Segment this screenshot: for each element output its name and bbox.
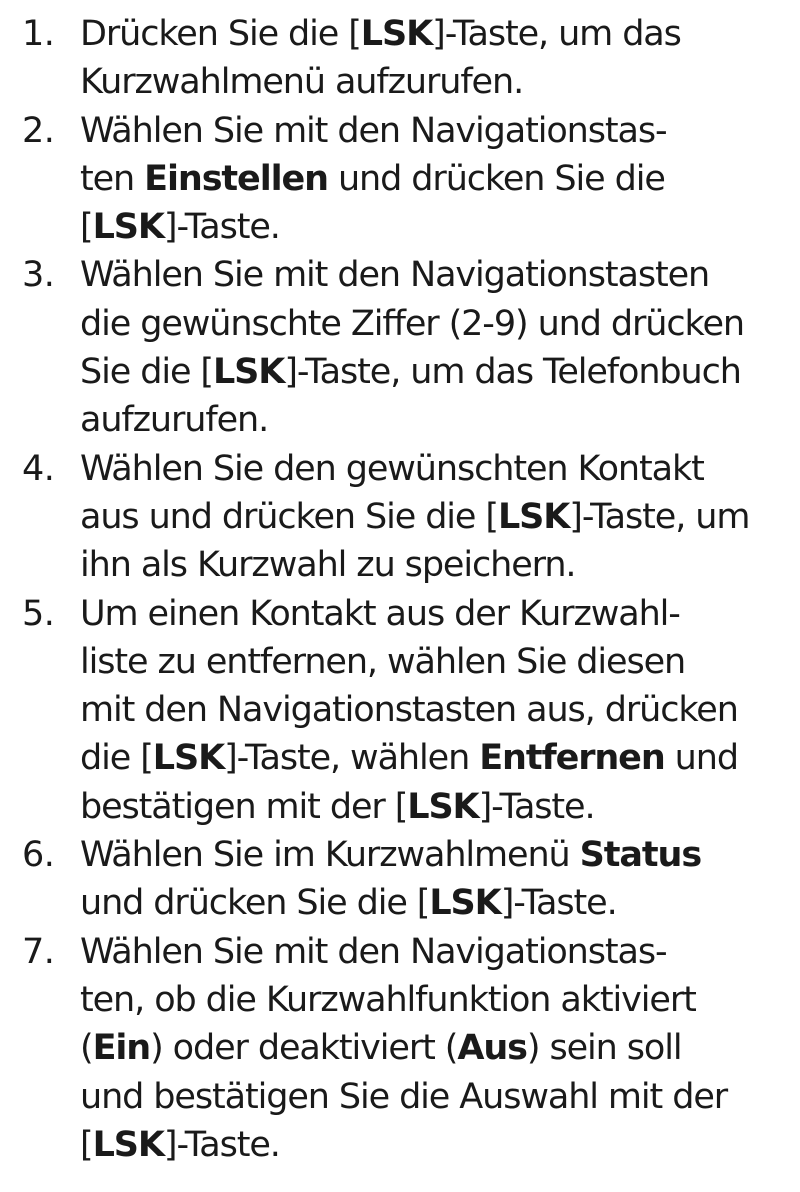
text-segment: die gewünschte Ziffer (2-9) und drücken xyxy=(80,303,744,344)
step-text-line xyxy=(80,251,792,299)
step-text-line xyxy=(80,203,792,251)
text-segment: ]-Taste, um xyxy=(569,496,750,537)
instruction-steps-list xyxy=(22,10,792,1169)
step-text-line xyxy=(80,107,792,155)
text-segment: Wählen Sie den gewünschten Kontakt xyxy=(80,448,704,489)
text-segment: ]-Taste. xyxy=(163,207,280,248)
text-segment: ]-Taste, wählen xyxy=(224,738,480,779)
step-text-line xyxy=(80,686,792,734)
step-number: 3. xyxy=(22,255,55,296)
text-segment: Sie die [ xyxy=(80,352,213,393)
text-segment: ) sein soll xyxy=(526,1028,682,1069)
text-segment: ]-Taste. xyxy=(500,883,617,924)
text-segment: Drücken Sie die [ xyxy=(80,14,361,54)
text-segment: Kurzwahlmenü aufzurufen. xyxy=(80,62,524,103)
instruction-step xyxy=(22,831,792,928)
text-segment: ) oder deaktiviert ( xyxy=(150,1028,458,1069)
bold-term: Einstellen xyxy=(144,158,328,199)
text-segment: ]-Taste. xyxy=(478,786,595,827)
step-text-line xyxy=(80,783,792,831)
bold-term: LSK xyxy=(360,14,433,54)
step-text-line xyxy=(80,493,792,541)
step-number: 1. xyxy=(22,14,55,54)
instruction-step xyxy=(22,928,792,1169)
bold-term: Entfernen xyxy=(479,738,665,779)
text-segment: und xyxy=(664,738,738,779)
text-segment: Um einen Kontakt aus der Kurzwahl- xyxy=(80,593,680,634)
step-number: 6. xyxy=(22,835,55,876)
text-segment: Wählen Sie mit den Navigationstasten xyxy=(80,255,710,296)
text-segment: ( xyxy=(80,1028,93,1069)
bold-term: LSK xyxy=(152,738,225,779)
step-number: 2. xyxy=(22,110,55,151)
instruction-step xyxy=(22,107,792,252)
step-text-line xyxy=(80,300,792,348)
step-number: 4. xyxy=(22,448,55,489)
step-text-line xyxy=(80,976,792,1024)
text-segment: [ xyxy=(80,207,93,248)
step-text-line xyxy=(80,541,792,589)
bold-term: LSK xyxy=(92,207,164,248)
step-text-line xyxy=(80,638,792,686)
text-segment: ten xyxy=(80,158,145,199)
text-segment: Wählen Sie im Kurzwahlmenü xyxy=(80,835,580,876)
step-text-line xyxy=(80,1024,792,1072)
step-text-line xyxy=(80,1121,792,1169)
text-segment: ihn als Kurzwahl zu speichern. xyxy=(80,545,576,586)
bold-term: Ein xyxy=(92,1028,151,1069)
bold-term: LSK xyxy=(407,786,479,827)
bold-term: LSK xyxy=(497,496,570,537)
step-text-line xyxy=(80,590,792,638)
instruction-step xyxy=(22,590,792,831)
text-segment: aufzurufen. xyxy=(80,400,269,441)
step-text-line xyxy=(80,348,792,396)
step-text-line xyxy=(80,396,792,444)
text-segment: bestätigen mit der [ xyxy=(80,786,408,827)
bold-term: LSK xyxy=(429,883,501,924)
text-segment: ]-Taste, um das Telefonbuch xyxy=(284,352,741,393)
step-text-line xyxy=(80,879,792,927)
bold-term: Status xyxy=(579,835,702,876)
step-text-line xyxy=(80,155,792,203)
text-segment: aus und drücken Sie die [ xyxy=(80,496,498,537)
step-text-line xyxy=(80,10,792,58)
text-segment: ten, ob die Kurzwahlfunktion aktiviert xyxy=(80,979,696,1020)
text-segment: [ xyxy=(80,1124,93,1165)
instruction-step xyxy=(22,445,792,590)
bold-term: LSK xyxy=(212,352,285,393)
text-segment: liste zu entfernen, wählen Sie diesen xyxy=(80,641,686,682)
step-number: 5. xyxy=(22,593,55,634)
step-text-line xyxy=(80,445,792,493)
text-segment: ]-Taste. xyxy=(163,1124,280,1165)
step-text-line xyxy=(80,831,792,879)
text-segment: und drücken Sie die [ xyxy=(80,883,430,924)
text-segment: und bestätigen Sie die Auswahl mit der xyxy=(80,1076,728,1117)
text-segment: Wählen Sie mit den Navigationstas- xyxy=(80,931,667,972)
step-text-line xyxy=(80,58,792,106)
step-text-line xyxy=(80,734,792,782)
instruction-step xyxy=(22,251,792,444)
text-segment: ]-Taste, um das xyxy=(432,14,681,54)
step-number: 7. xyxy=(22,931,55,972)
text-segment: Wählen Sie mit den Navigationstas- xyxy=(80,110,667,151)
text-segment: mit den Navigationstasten aus, drücken xyxy=(80,690,738,731)
instruction-step xyxy=(22,10,792,107)
bold-term: LSK xyxy=(92,1124,164,1165)
text-segment: die [ xyxy=(80,738,153,779)
step-text-line xyxy=(80,1073,792,1121)
bold-term: Aus xyxy=(457,1028,527,1069)
step-text-line xyxy=(80,928,792,976)
text-segment: und drücken Sie die xyxy=(327,158,665,199)
